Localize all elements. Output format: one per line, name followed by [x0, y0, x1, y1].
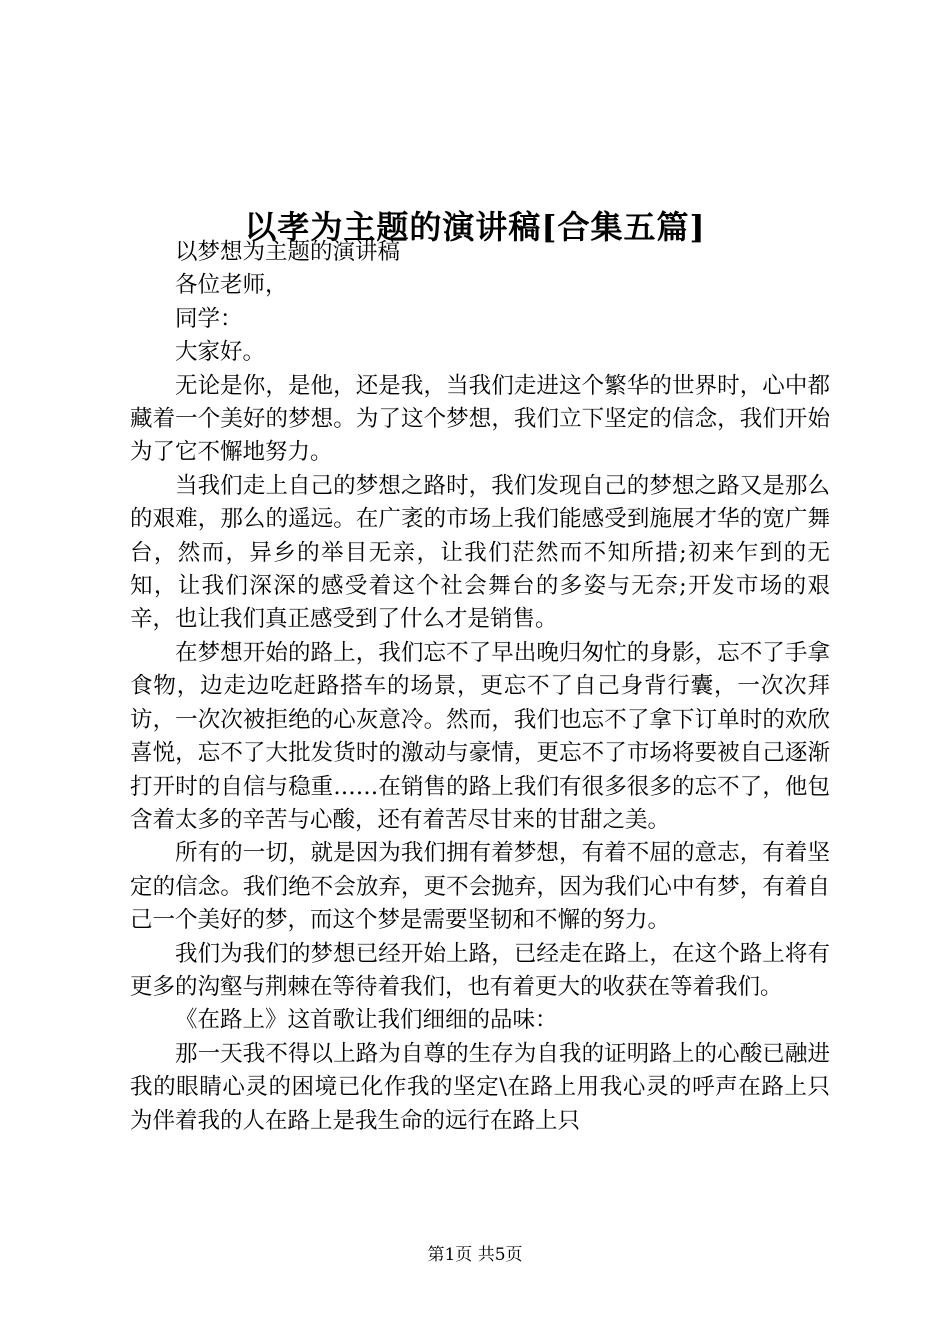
document-body: [130, 236, 830, 1138]
paragraph: 无论是你，是他，还是我，当我们走进这个繁华的世界时，心中都藏着一个美好的梦想。为了这个梦想，我们立下坚定的信念，我们开始为了它不懈地努力。: [130, 372, 830, 466]
paragraph: 所有的一切，就是因为我们拥有着梦想，有着不屈的意志，有着坚定的信念。我们绝不会放弃，更不会抛弃，因为我们心中有梦，有着自己一个美好的梦，而这个梦是需要坚韧和不懈的努力。: [130, 840, 830, 934]
paragraph: 那一天我不得以上路为自尊的生存为自我的证明路上的心酸已融进我的眼睛心灵的困境已化作我的坚定\在路上用我心灵的呼声在路上只为伴着我的人在路上是我生命的远行在路上只: [130, 1040, 830, 1134]
paragraph: 在梦想开始的路上，我们忘不了早出晚归匆忙的身影，忘不了手拿食物，边走边吃赶路搭车的场景，更忘不了自己身背行囊，一次次拜访，一次次被拒绝的心灰意冷。然而，我们也忘不了拿下订单时的欢欣喜悦，忘不了大批发货时的激动与豪情，更忘不了市场将要被自己逐渐打开时的自信与稳重……在销售的路上我们有很多很多的忘不了，他包含着太多的辛苦与心酸，还有着苦尽甘来的甘甜之美。: [130, 639, 830, 833]
paragraph: 我们为我们的梦想已经开始上路，已经走在路上，在这个路上将有更多的沟壑与荆棘在等待着我们，也有着更大的收获在等着我们。: [130, 940, 830, 1000]
paragraph: 以梦想为主题的演讲稿: [175, 239, 401, 265]
page-footer: 第1页 共5页: [427, 1245, 523, 1265]
paragraph: 大家好。: [175, 339, 266, 366]
paragraph: 当我们走上自己的梦想之路时，我们发现自己的梦想之路又是那么的艰难，那么的遥远。在广袤的市场上我们能感受到施展才华的宽广舞台，然而，异乡的举目无亲，让我们茫然而不知所措;初来乍到的无知，让我们深深的感受着这个社会舞台的多姿与无奈;开发市场的艰辛，也让我们真正感受到了什么才是销售。: [130, 472, 830, 633]
paragraph: 《在路上》这首歌让我们细细的品味：: [175, 1007, 558, 1034]
paragraph: 同学：: [175, 305, 243, 332]
paragraph: 各位老师，: [175, 272, 288, 299]
document-title: 以孝为主题的演讲稿[合集五篇]: [244, 208, 706, 247]
